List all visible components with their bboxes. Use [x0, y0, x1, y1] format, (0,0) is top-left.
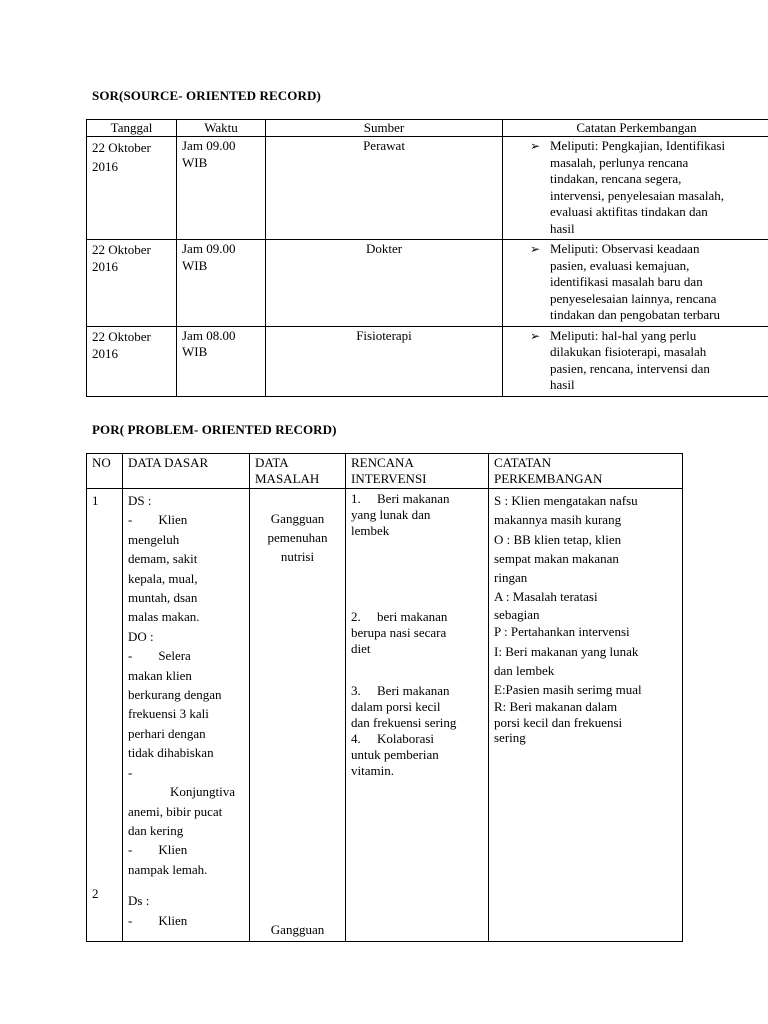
catatan-line: sering — [494, 730, 526, 746]
rencana-line: lembek — [351, 523, 390, 538]
date-line: 22 Oktober — [92, 242, 151, 257]
por-header-data-masalah — [250, 454, 346, 489]
rencana-line: diet — [351, 641, 371, 656]
sor-cell-waktu — [177, 240, 266, 327]
sor-title: SOR(SOURCE- ORIENTED RECORD) — [92, 88, 321, 103]
catatan-line: P : Pertahankan intervensi — [494, 624, 630, 640]
por-header-data-dasar: DATA DASAR — [123, 454, 250, 489]
catatan-line: masalah, perlunya rencana — [550, 154, 689, 170]
catatan-line: A : Masalah teratasi — [494, 589, 598, 605]
dd-line: - Klien — [128, 512, 188, 528]
masalah-line: Gangguan — [270, 922, 325, 937]
sor-cell-tanggal — [87, 240, 177, 327]
header-line: MASALAH — [255, 471, 320, 486]
masalah-line: Gangguan — [270, 511, 325, 526]
table-row — [87, 489, 683, 942]
arrow-bullet-icon: ➢ — [530, 242, 541, 256]
rencana-line: yang lunak dan — [351, 507, 431, 522]
rencana-line: 4. Kolaborasi — [351, 731, 435, 746]
sor-cell-sumber: Perawat — [266, 137, 503, 240]
catatan-line: dilakukan fisioterapi, masalah — [550, 344, 707, 359]
rencana-line: dan frekuensi sering — [351, 715, 457, 730]
table-row — [87, 137, 768, 240]
sor-header-catatan: Catatan Perkembangan — [503, 120, 768, 137]
dd-line: - Selera — [128, 648, 191, 664]
catatan-line: Meliputi: Pengkajian, Identifikasi — [550, 138, 726, 153]
dd-line: frekuensi 3 kali — [128, 706, 209, 722]
header-line: CATATAN — [494, 455, 552, 470]
catatan-line: evaluasi aktifitas tindakan dan — [550, 204, 708, 219]
rencana-line: untuk pemberian — [351, 747, 439, 762]
catatan-line: I: Beri makanan yang lunak — [494, 643, 639, 659]
time-line: Jam 09.00 — [182, 138, 236, 153]
catatan-line: pasien, evaluasi kemajuan, — [550, 257, 690, 273]
dd-line: - Klien — [128, 912, 188, 928]
header-line: DATA — [255, 455, 289, 470]
sor-cell-waktu — [177, 326, 266, 396]
date-line: 22 Oktober — [92, 140, 151, 155]
dd-line: anemi, bibir pucat — [128, 803, 223, 819]
rencana-line: 1. Beri makanan — [351, 491, 450, 506]
dd-line: - Klien — [128, 842, 188, 858]
sor-cell-catatan — [503, 240, 768, 327]
catatan-line: hasil — [550, 377, 575, 392]
catatan-line: O : BB klien tetap, klien — [494, 531, 622, 547]
dd-line: berkurang dengan — [128, 687, 222, 703]
catatan-line: makannya masih kurang — [494, 512, 622, 528]
catatan-line: identifikasi masalah baru dan — [550, 274, 703, 289]
rencana-line: dalam porsi kecil — [351, 699, 441, 714]
rencana-line: 3. Beri makanan — [351, 683, 450, 698]
header-line: RENCANA — [351, 455, 414, 470]
dd-line: mengeluh — [128, 531, 180, 547]
date-line: 22 Oktober — [92, 328, 151, 344]
table-row — [87, 326, 768, 396]
sor-cell-tanggal — [87, 326, 177, 396]
tz-line: WIB — [182, 257, 208, 273]
catatan-line: tindakan, rencana segera, — [550, 171, 682, 186]
sor-cell-catatan — [503, 137, 768, 240]
row-number: 2 — [92, 886, 99, 901]
sor-cell-tanggal — [87, 137, 177, 240]
time-line: Jam 09.00 — [182, 241, 236, 256]
catatan-line: hasil — [550, 220, 575, 236]
catatan-line: dan lembek — [494, 662, 555, 678]
masalah-line: pemenuhan — [267, 530, 328, 545]
tz-line: WIB — [182, 344, 208, 359]
rencana-line: vitamin. — [351, 763, 394, 778]
por-header-no: NO — [87, 454, 123, 489]
arrow-bullet-icon: ➢ — [530, 139, 541, 153]
dd-line: - — [128, 764, 133, 780]
arrow-bullet-icon: ➢ — [530, 328, 541, 343]
year-line: 2016 — [92, 345, 118, 361]
catatan-line: tindakan dan pengobatan terbaru — [550, 307, 721, 322]
ds-label: DS : — [128, 493, 152, 508]
dd-line: kepala, mual, — [128, 570, 198, 586]
catatan-line: penyeselesaian lainnya, rencana — [550, 290, 717, 306]
catatan-line: porsi kecil dan frekuensi — [494, 714, 623, 730]
sor-header-sumber: Sumber — [266, 120, 503, 137]
sor-cell-sumber: Fisioterapi — [266, 326, 503, 396]
year-line: 2016 — [92, 159, 118, 174]
catatan-line: intervensi, penyelesaian masalah, — [550, 187, 724, 203]
ds-label: Ds : — [128, 893, 150, 909]
catatan-line: ringan — [494, 570, 528, 586]
table-row — [87, 240, 768, 327]
dd-line: tidak dihabiskan — [128, 745, 214, 761]
por-header-row — [87, 454, 683, 489]
header-line: PERKEMBANGAN — [494, 471, 603, 486]
dd-line: nampak lemah. — [128, 861, 208, 877]
por-header-rencana — [346, 454, 489, 489]
por-cell-data-masalah — [250, 489, 346, 942]
por-header-catatan — [489, 454, 683, 489]
por-cell-rencana — [346, 489, 489, 942]
header-line: INTERVENSI — [351, 471, 427, 486]
dd-line: Konjungtiva — [170, 784, 235, 800]
dd-line: perhari dengan — [128, 725, 206, 741]
dd-line: demam, sakit — [128, 551, 198, 567]
sor-cell-catatan — [503, 326, 768, 396]
catatan-line: sebagian — [494, 606, 540, 622]
catatan-line: sempat makan makanan — [494, 550, 619, 566]
year-line: 2016 — [92, 259, 118, 274]
row-number: 1 — [92, 493, 99, 508]
catatan-line: S : Klien mengatakan nafsu — [494, 493, 638, 508]
por-table — [86, 453, 683, 942]
sor-header-row — [87, 120, 768, 137]
dd-line: malas makan. — [128, 609, 200, 625]
por-cell-no — [87, 489, 123, 942]
dd-line: dan kering — [128, 822, 184, 838]
sor-cell-sumber: Dokter — [266, 240, 503, 327]
catatan-line: Meliputi: Observasi keadaan — [550, 241, 700, 256]
dd-line: muntah, dsan — [128, 590, 198, 606]
catatan-line: E:Pasien masih serimg mual — [494, 682, 642, 698]
do-label: DO : — [128, 628, 154, 644]
catatan-line: pasien, rencana, intervensi dan — [550, 360, 710, 376]
por-cell-data-dasar — [123, 489, 250, 942]
masalah-line: nutrisi — [280, 549, 315, 564]
time-line: Jam 08.00 — [182, 327, 236, 343]
catatan-line: Meliputi: hal-hal yang perlu — [550, 327, 697, 343]
por-cell-catatan — [489, 489, 683, 942]
rencana-line: berupa nasi secara — [351, 625, 447, 640]
sor-header-tanggal: Tanggal — [87, 120, 177, 137]
tz-line: WIB — [182, 154, 208, 170]
por-title: POR( PROBLEM- ORIENTED RECORD) — [92, 422, 337, 437]
dd-line: makan klien — [128, 667, 192, 683]
sor-header-waktu: Waktu — [177, 120, 266, 137]
rencana-line: 2. beri makanan — [351, 609, 448, 624]
sor-cell-waktu — [177, 137, 266, 240]
sor-table — [86, 119, 768, 397]
catatan-line: R: Beri makanan dalam — [494, 699, 618, 715]
